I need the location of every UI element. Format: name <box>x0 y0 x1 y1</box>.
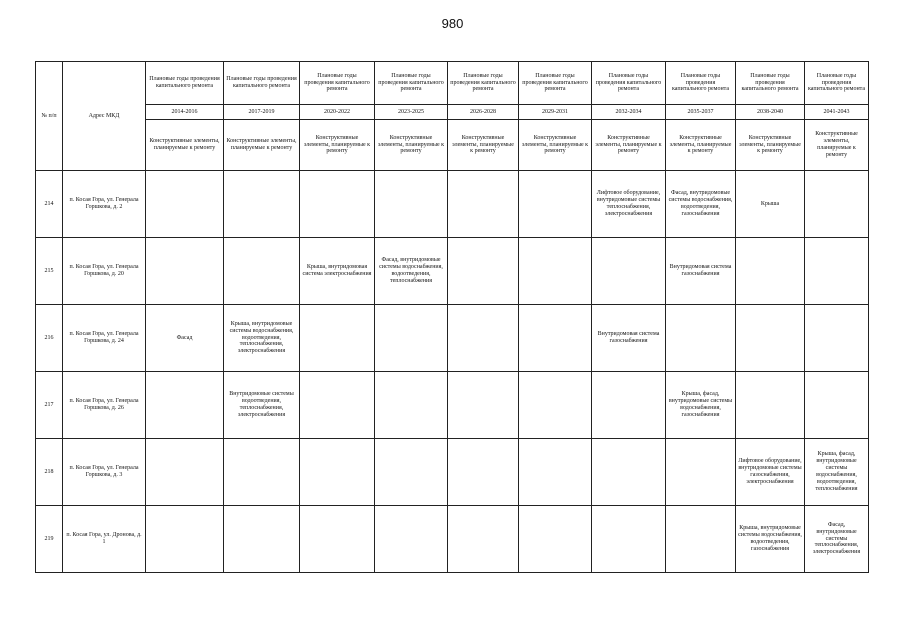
header-years-2023-2025: 2023-2025 <box>375 105 448 120</box>
repair-cell <box>736 372 805 439</box>
repair-cell <box>592 506 666 573</box>
repair-cell <box>805 238 869 305</box>
page-number: 980 <box>441 16 464 31</box>
header-elements: Конструктивные элементы, планируемые к ремонту <box>666 120 736 171</box>
repair-cell <box>666 439 736 506</box>
header-years-2020-2022: 2020-2022 <box>300 105 375 120</box>
header-years-2017-2019: 2017-2019 <box>224 105 300 120</box>
header-period-title: Плановые годы проведения капитального ремонта <box>375 62 448 105</box>
header-period-title: Плановые годы проведения капитального ремонта <box>146 62 224 105</box>
header-elements: Конструктивные элементы, планируемые к ремонту <box>146 120 224 171</box>
repair-cell: Внутридомовая система газоснабжения <box>666 238 736 305</box>
header-years-2029-2031: 2029-2031 <box>519 105 592 120</box>
row-number: 216 <box>36 305 63 372</box>
header-years-2038-2040: 2038-2040 <box>736 105 805 120</box>
header-period-title: Плановые годы проведения капитального ремонта <box>448 62 519 105</box>
table-row <box>36 372 869 439</box>
repair-cell <box>375 372 448 439</box>
repair-cell <box>146 171 224 238</box>
repair-cell <box>224 171 300 238</box>
row-number: 214 <box>36 171 63 238</box>
header-elements: Конструктивные элементы, планируемые к ремонту <box>805 120 869 171</box>
repair-schedule-table <box>35 61 869 573</box>
header-period-title: Плановые годы проведения капитального ремонта <box>224 62 300 105</box>
table-row <box>36 439 869 506</box>
repair-cell <box>448 171 519 238</box>
header-period-title: Плановые годы проведения капитального ремонта <box>519 62 592 105</box>
repair-cell: Крыша <box>736 171 805 238</box>
repair-cell: Крыша, фасад, внутридомовые системы водоснабжения, водоотведения, теплоснабжения <box>805 439 869 506</box>
repair-cell <box>300 171 375 238</box>
header-years-2026-2028: 2026-2028 <box>448 105 519 120</box>
repair-cell <box>224 439 300 506</box>
repair-cell <box>224 506 300 573</box>
header-period-title: Плановые годы проведения капитального ремонта <box>666 62 736 105</box>
repair-cell: Фасад <box>146 305 224 372</box>
repair-cell: Фасад, внутридомовые системы водоснабжения, водоотведения, теплоснабжения <box>375 238 448 305</box>
header-elements: Конструктивные элементы, планируемые к ремонту <box>592 120 666 171</box>
repair-cell <box>375 439 448 506</box>
header-elements: Конструктивные элементы, планируемые к ремонту <box>224 120 300 171</box>
header-address: Адрес МКД <box>63 62 146 171</box>
repair-cell: Крыша, внутридомовая система электроснабжения <box>300 238 375 305</box>
row-address: п. Косая Гора, ул. Генерала Горшкова, д. 2 <box>63 171 146 238</box>
row-address: п. Косая Гора, ул. Генерала Горшкова, д. 24 <box>63 305 146 372</box>
header-period-title: Плановые годы проведения капитального ремонта <box>805 62 869 105</box>
repair-cell: Крыша, фасад, внутридомовые системы водоснабжения, газоснабжения <box>666 372 736 439</box>
header-period-title: Плановые годы проведения капитального ремонта <box>300 62 375 105</box>
repair-cell <box>448 238 519 305</box>
repair-cell <box>146 372 224 439</box>
repair-cell <box>736 238 805 305</box>
header-elements: Конструктивные элементы, планируемые к ремонту <box>519 120 592 171</box>
repair-cell: Лифтовое оборудование, внутридомовые системы теплоснабжения, электроснабжения <box>592 171 666 238</box>
repair-cell <box>300 372 375 439</box>
repair-cell: Крыша, внутридомовые системы водоснабжения, водоотведения, газоснабжения <box>736 506 805 573</box>
repair-cell <box>519 238 592 305</box>
row-number: 215 <box>36 238 63 305</box>
row-address: п. Косая Гора, ул. Генерала Горшкова, д. 26 <box>63 372 146 439</box>
row-address: п. Косая Гора, ул. Дронова, д. 1 <box>63 506 146 573</box>
row-number: 217 <box>36 372 63 439</box>
table-row <box>36 305 869 372</box>
header-elements: Конструктивные элементы, планируемые к ремонту <box>736 120 805 171</box>
table-row <box>36 506 869 573</box>
repair-cell <box>805 305 869 372</box>
repair-cell <box>146 506 224 573</box>
repair-cell <box>519 372 592 439</box>
repair-cell <box>448 305 519 372</box>
header-years-2014-2016: 2014-2016 <box>146 105 224 120</box>
repair-cell: Лифтовое оборудование, внутридомовые системы газоснабжения, электроснабжения <box>736 439 805 506</box>
repair-cell <box>375 305 448 372</box>
header-years-2035-2037: 2035-2037 <box>666 105 736 120</box>
repair-cell <box>519 305 592 372</box>
repair-cell <box>448 372 519 439</box>
header-period-title: Плановые годы проведения капитального ремонта <box>736 62 805 105</box>
row-address: п. Косая Гора, ул. Генерала Горшкова, д. 20 <box>63 238 146 305</box>
repair-cell <box>666 305 736 372</box>
header-period-title: Плановые годы проведения капитального ремонта <box>592 62 666 105</box>
repair-cell: Внутридомовая система газоснабжения <box>592 305 666 372</box>
header-years-2032-2034: 2032-2034 <box>592 105 666 120</box>
repair-cell <box>519 439 592 506</box>
repair-cell <box>736 305 805 372</box>
table-row <box>36 238 869 305</box>
repair-cell: Фасад, внутридомовые системы теплоснабжения, электроснабжения <box>805 506 869 573</box>
repair-cell <box>519 171 592 238</box>
repair-cell <box>448 439 519 506</box>
repair-cell <box>805 372 869 439</box>
row-address: п. Косая Гора, ул. Генерала Горшкова, д. 3 <box>63 439 146 506</box>
repair-cell <box>592 238 666 305</box>
repair-cell <box>146 439 224 506</box>
repair-cell <box>375 171 448 238</box>
row-number: 219 <box>36 506 63 573</box>
repair-cell <box>375 506 448 573</box>
repair-cell <box>300 439 375 506</box>
repair-cell <box>592 439 666 506</box>
repair-cell: Внутридомовые системы водоотведения, теплоснабжения, электроснабжения <box>224 372 300 439</box>
repair-cell <box>300 506 375 573</box>
repair-cell <box>592 372 666 439</box>
repair-cell <box>805 171 869 238</box>
repair-cell: Фасад, внутридомовые системы водоснабжения, водоотведения, газоснабжения <box>666 171 736 238</box>
header-elements: Конструктивные элементы, планируемые к ремонту <box>375 120 448 171</box>
header-elements: Конструктивные элементы, планируемые к ремонту <box>300 120 375 171</box>
repair-cell <box>300 305 375 372</box>
repair-cell <box>519 506 592 573</box>
repair-cell <box>224 238 300 305</box>
row-number: 218 <box>36 439 63 506</box>
header-elements: Конструктивные элементы, планируемые к ремонту <box>448 120 519 171</box>
repair-cell <box>448 506 519 573</box>
repair-cell <box>146 238 224 305</box>
repair-cell <box>666 506 736 573</box>
header-num: № п/п <box>36 62 63 171</box>
header-years-2041-2043: 2041-2043 <box>805 105 869 120</box>
repair-cell: Крыша, внутридомовые системы водоснабжения, водоотведения, теплоснабжения, электроснабжения <box>224 305 300 372</box>
table-row <box>36 171 869 238</box>
